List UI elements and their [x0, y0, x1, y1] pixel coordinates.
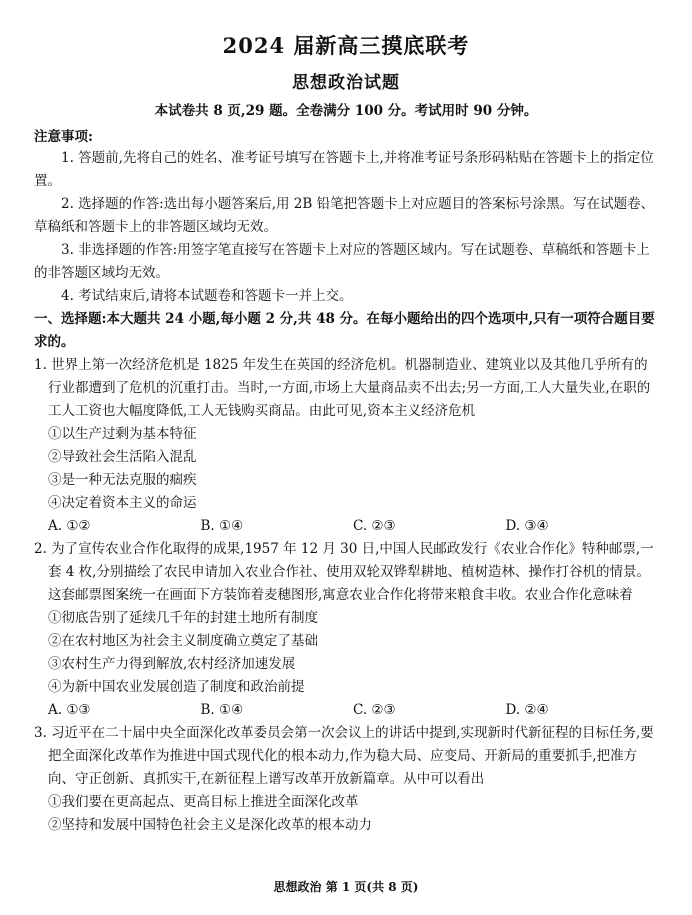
note-item-1: 1. 答题前,先将自己的姓名、准考证号填写在答题卡上,并将准考证号条形码粘贴在答题卡上的指定位置。 — [34, 150, 654, 189]
choice-b: B. ①④ — [200, 702, 244, 718]
question-1 — [34, 354, 658, 538]
question-stem: 3. 习近平在二十届中央全面深化改革委员会第一次会议上的讲话中提到,实现新时代新征程的目标任务,要把全面深化改革作为推进中国式现代化的根本动力,作为稳大局、应变局、开新局的重要抓手,把准方向、守正创新、真抓实干,在新征程上谱写改革开放新篇章。从中可以看出 — [34, 725, 654, 787]
choice-c: C. ②③ — [353, 518, 396, 534]
question-option: ②在农村地区为社会主义制度确立奠定了基础 — [48, 633, 318, 649]
question-option: ④为新中国农业发展创造了制度和政治前提 — [48, 679, 305, 695]
question-option: ②导致社会生活陷入混乱 — [48, 449, 197, 465]
choice-d: D. ③④ — [505, 518, 549, 534]
choice-b: B. ①④ — [200, 518, 244, 534]
note-item-2: 2. 选择题的作答:选出每小题答案后,用 2B 铅笔把答题卡上对应题目的答案标号涂黑。写在试题卷、草稿纸和答题卡上的非答题区域均无效。 — [34, 196, 655, 235]
choice-c: C. ②③ — [353, 702, 396, 718]
question-option: ①彻底告别了延续几千年的封建土地所有制度 — [48, 610, 318, 626]
question-3 — [34, 722, 658, 837]
answer-choices — [34, 515, 658, 538]
question-option: ①我们要在更高起点、更高目标上推进全面深化改革 — [48, 794, 359, 810]
choice-a: A. ①② — [48, 518, 91, 534]
choice-d: D. ②④ — [505, 702, 549, 718]
question-stem: 2. 为了宣传农业合作化取得的成果,1957 年 12 月 30 日,中国人民邮政发行《农业合作化》特种邮票,一套 4 枚,分别描绘了农民申请加入农业合作社、使用双轮双铧犁耕地、植树造林、操作打谷机的情景。这套邮票图案统一在画面下方装饰着麦穗图形,寓意农业合作化将带来粮食丰收。农业合作化意味着 — [34, 541, 654, 603]
question-stem: 1. 世界上第一次经济危机是 1825 年发生在英国的经济危机。机器制造业、建筑业以及其他几乎所有的行业都遭到了危机的沉重打击。当时,一方面,市场上大量商品卖不出去;另一方面,工人大量失业,在职的工人工资也大幅度降低,工人无钱购买商品。由此可见,资本主义经济危机 — [34, 357, 651, 419]
note-item-3: 3. 非选择题的作答:用签字笔直接写在答题卡上对应的答题区域内。写在试题卷、草稿纸和答题卡上的非答题区域均无效。 — [34, 242, 650, 281]
question-option: ④决定着资本主义的命运 — [48, 495, 197, 511]
answer-choices — [34, 699, 658, 722]
question-2 — [34, 538, 658, 722]
notes-label: 注意事项: — [34, 129, 93, 145]
question-option: ③农村生产力得到解放,农村经济加速发展 — [48, 656, 296, 672]
section-heading: 一、选择题:本大题共 24 小题,每小题 2 分,共 48 分。在每小题给出的四个选项中,只有一项符合题目要求的。 — [34, 311, 655, 350]
exam-title: 2024 届新高三摸底联考 — [222, 33, 470, 58]
question-option: ②坚持和发展中国特色社会主义是深化改革的根本动力 — [48, 817, 372, 833]
exam-subtitle: 思想政治试题 — [292, 73, 400, 93]
exam-meta: 本试卷共 8 页,29 题。全卷满分 100 分。考试用时 90 分钟。 — [154, 103, 538, 119]
choice-a: A. ①③ — [48, 702, 91, 718]
note-item-4: 4. 考试结束后,请将本试题卷和答题卡一并上交。 — [61, 288, 353, 304]
question-option: ①以生产过剩为基本特征 — [48, 426, 197, 442]
page-footer: 思想政治 第 1 页(共 8 页) — [273, 880, 419, 894]
question-option: ③是一种无法克服的痼疾 — [48, 472, 197, 488]
